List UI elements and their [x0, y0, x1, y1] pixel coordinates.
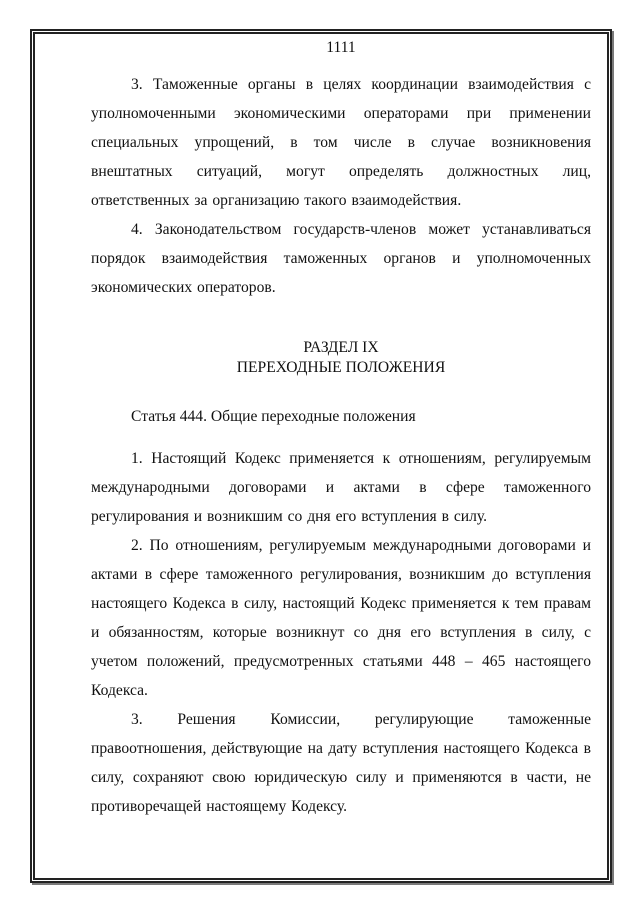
article-paragraph-3: 3. Решения Комиссии, регулирующие таможенные правоотношения, действующие на дату вступления настоящего Кодекса в силу, сохраняют свою юридическую силу и применяются в части, не противоречащей настоящему Кодексу.: [91, 711, 591, 815]
article-title: Статья 444. Общие переходные положения: [131, 408, 416, 425]
article-paragraph-2: 2. По отношениям, регулируемым международными договорами и актами в сфере таможенного регулирования, возникшим до вступления настоящего Кодекса в силу, настоящий Кодекс применяется к тем правам и обязанностям, которые возникнут со дня его вступления в силу, с учетом положений, предусмотренных статьями 448 – 465 настоящего Кодекса.: [91, 537, 591, 699]
document-page: [91, 38, 591, 821]
spacer: [91, 302, 591, 338]
article-paragraph-1: 1. Настоящий Кодекс применяется к отношениям, регулируемым международными договорами и актами в сфере таможенного регулирования и возникшим со дня его вступления в силу.: [91, 450, 591, 525]
page-number: 1111: [326, 39, 356, 56]
paragraph-item-4: 4. Законодательством государств-членов может устанавливаться порядок взаимодействия таможенных органов и уполномоченных экономических операторов.: [91, 221, 591, 296]
spacer: [91, 378, 591, 407]
section-heading-title: ПЕРЕХОДНЫЕ ПОЛОЖЕНИЯ: [236, 359, 446, 376]
paragraph-item-3: 3. Таможенные органы в целях координации взаимодействия с уполномоченными экономическими операторами при применении специальных упрощений, в том числе в случае возникновения внештатных ситуаций, могут определять должностных лиц, ответственных за организацию такого взаимодействия.: [91, 76, 591, 209]
spacer: [91, 427, 591, 444]
section-heading-number: РАЗДЕЛ IX: [303, 339, 379, 356]
